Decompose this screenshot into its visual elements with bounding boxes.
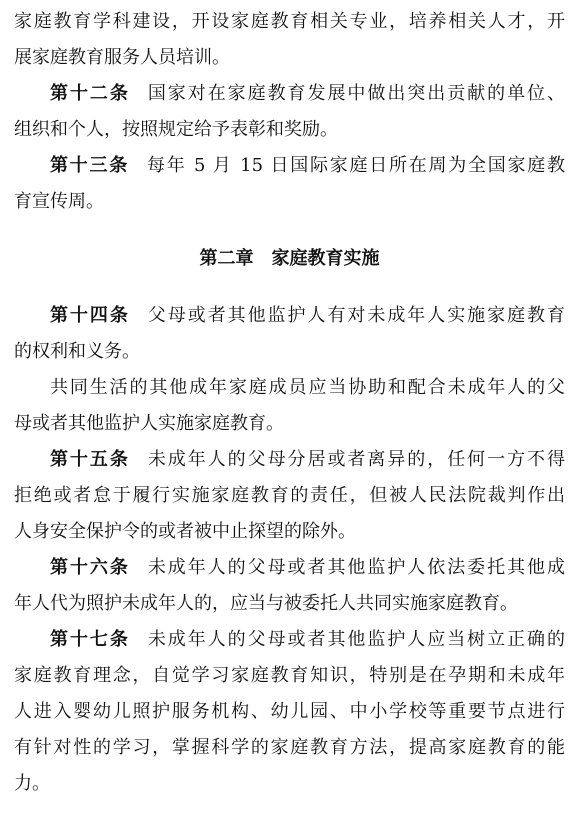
article-12 (14, 76, 565, 148)
text-line: 每年 5 月 15 日国际家庭日所在周为全国家庭教 (147, 155, 565, 176)
article-17 (14, 622, 565, 802)
article-number: 第十四条 (50, 305, 130, 326)
text-line: 共同生活的其他成年家庭成员应当协助和配合未成年人的父 (50, 377, 565, 398)
article-number: 第十五条 (50, 449, 130, 470)
document-page (14, 4, 565, 802)
text-line: 未成年人的父母或者其他监护人应当树立正确的 (147, 629, 565, 650)
chapter-number: 第二章 (199, 248, 254, 269)
text-line: 母或者其他监护人实施家庭教育。 (14, 413, 284, 434)
chapter-title: 家庭教育实施 (271, 248, 380, 269)
article-14-paragraph-2 (14, 370, 565, 442)
text-line: 展家庭教育服务人员培训。 (14, 47, 230, 68)
paragraph-continuation (14, 4, 565, 76)
text-line: 人身安全保护令的或者被中止探望的除外。 (14, 521, 356, 542)
article-13 (14, 148, 565, 220)
text-line: 父母或者其他监护人有对未成年人实施家庭教育 (147, 305, 565, 326)
chapter-heading (14, 241, 565, 277)
text-line: 育宣传周。 (14, 191, 104, 212)
text-line: 组织和个人，按照规定给予表彰和奖励。 (14, 119, 338, 140)
article-16 (14, 550, 565, 622)
article-number: 第十三条 (50, 155, 129, 176)
text-line: 年人代为照护未成年人的，应当与被委托人共同实施家庭教育。 (14, 593, 518, 614)
article-number: 第十六条 (50, 557, 130, 578)
article-14 (14, 298, 565, 370)
article-number: 第十七条 (50, 629, 130, 650)
article-15 (14, 442, 565, 550)
text-line: 拒绝或者怠于履行实施家庭教育的责任，但被人民法院裁判作出 (14, 485, 565, 506)
article-number: 第十二条 (50, 83, 130, 104)
text-line: 未成年人的父母分居或者离异的，任何一方不得 (147, 449, 565, 470)
text-line: 的权利和义务。 (14, 341, 140, 362)
text-line: 国家对在家庭教育发展中做出突出贡献的单位、 (147, 83, 565, 104)
text-line: 未成年人的父母或者其他监护人依法委托其他成 (147, 557, 565, 578)
text-line: 有针对性的学习，掌握科学的家庭教育方法，提高家庭教育的能 (14, 737, 565, 758)
text-line: 人进入婴幼儿照护服务机构、幼儿园、中小学校等重要节点进行 (14, 701, 565, 722)
text-line: 力。 (14, 773, 50, 794)
text-line: 家庭教育理念，自觉学习家庭教育知识，特别是在孕期和未成年 (14, 665, 565, 686)
text-line: 家庭教育学科建设，开设家庭教育相关专业，培养相关人才，开 (14, 11, 565, 32)
